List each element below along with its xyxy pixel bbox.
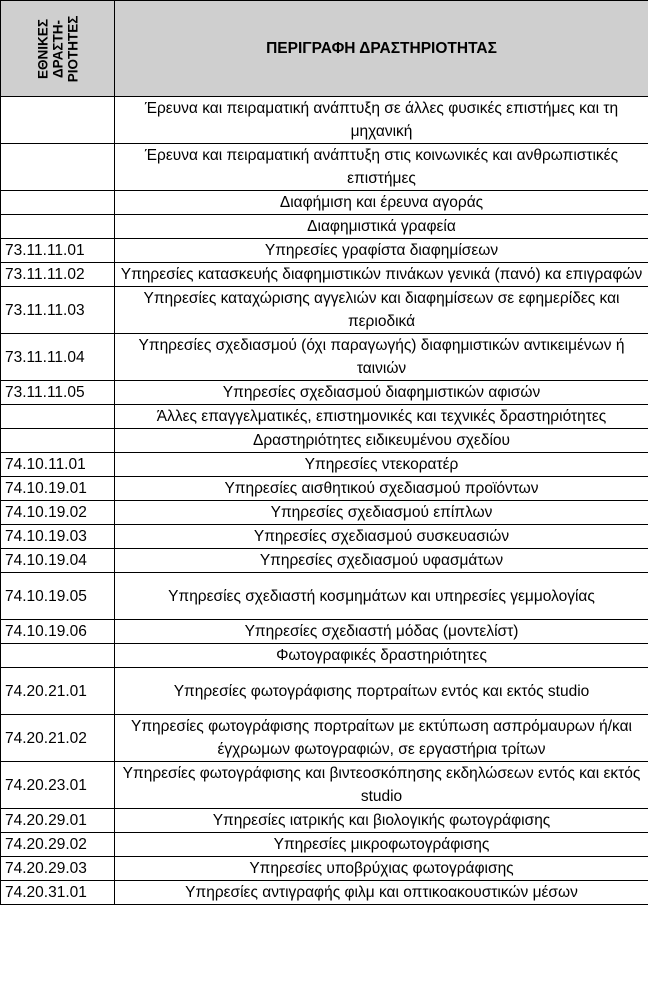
activity-code: 74.20.29.01 bbox=[1, 809, 115, 833]
activity-code bbox=[1, 405, 115, 429]
activity-description: Δραστηριότητες ειδικευμένου σχεδίου bbox=[115, 429, 648, 453]
table-row bbox=[1, 644, 648, 668]
table-row bbox=[1, 857, 648, 881]
table-row bbox=[1, 453, 648, 477]
header-row bbox=[1, 1, 648, 97]
activity-description: Διαφήμιση και έρευνα αγοράς bbox=[115, 191, 648, 215]
activity-description: Υπηρεσίες κατασκευής διαφημιστικών πινάκων γενικά (πανό) κα επιγραφών bbox=[115, 263, 648, 287]
table-row bbox=[1, 549, 648, 573]
activity-description: Άλλες επαγγελματικές, επιστημονικές και τεχνικές δραστηριότητες bbox=[115, 405, 648, 429]
activity-code: 74.10.19.06 bbox=[1, 620, 115, 644]
activity-code: 74.10.19.05 bbox=[1, 573, 115, 620]
activity-description: Υπηρεσίες ιατρικής και βιολογικής φωτογράφισης bbox=[115, 809, 648, 833]
activity-code bbox=[1, 215, 115, 239]
activity-description: Υπηρεσίες φωτογράφισης πορτραίτων εντός και εκτός studio bbox=[115, 668, 648, 715]
activity-description: Έρευνα και πειραματική ανάπτυξη σε άλλες φυσικές επιστήμες και τη μηχανική bbox=[115, 97, 648, 144]
activity-description: Έρευνα και πειραματική ανάπτυξη στις κοινωνικές και ανθρωπιστικές επιστήμες bbox=[115, 144, 648, 191]
activity-description: Υπηρεσίες σχεδιασμού διαφημιστικών αφισών bbox=[115, 381, 648, 405]
activity-description: Υπηρεσίες υποβρύχιας φωτογράφισης bbox=[115, 857, 648, 881]
table-row bbox=[1, 809, 648, 833]
activity-code: 74.10.19.03 bbox=[1, 525, 115, 549]
activity-description: Υπηρεσίες γραφίστα διαφημίσεων bbox=[115, 239, 648, 263]
activity-code: 73.11.11.01 bbox=[1, 239, 115, 263]
activity-description: Υπηρεσίες σχεδιασμού συσκευασιών bbox=[115, 525, 648, 549]
table-row bbox=[1, 668, 648, 715]
table-row bbox=[1, 429, 648, 453]
activity-description: Υπηρεσίες σχεδιασμού υφασμάτων bbox=[115, 549, 648, 573]
activity-code: 73.11.11.04 bbox=[1, 334, 115, 381]
table-row bbox=[1, 334, 648, 381]
description-column-header: ΠΕΡΙΓΡΑΦΗ ΔΡΑΣΤΗΡΙΟΤΗΤΑΣ bbox=[115, 1, 648, 97]
activity-description: Υπηρεσίες αντιγραφής φιλμ και οπτικοακουστικών μέσων bbox=[115, 881, 648, 905]
activity-code: 74.10.11.01 bbox=[1, 453, 115, 477]
activity-description: Υπηρεσίες φωτογράφισης πορτραίτων με εκτύπωση ασπρόμαυρων ή/και έγχρωμων φωτογραφιών, σε εργαστήρια τρίτων bbox=[115, 715, 648, 762]
table-row bbox=[1, 525, 648, 549]
activity-code: 74.20.29.03 bbox=[1, 857, 115, 881]
table-row bbox=[1, 239, 648, 263]
table-row bbox=[1, 215, 648, 239]
activity-code: 73.11.11.02 bbox=[1, 263, 115, 287]
activity-description: Υπηρεσίες αισθητικού σχεδιασμού προϊόντων bbox=[115, 477, 648, 501]
activity-description: Υπηρεσίες σχεδιαστή μόδας (μοντελίστ) bbox=[115, 620, 648, 644]
code-column-header-label: ΕΘΝΙΚΕΣ ΔΡΑΣΤΗ- ΡΙΟΤΗΤΕΣ bbox=[35, 15, 80, 82]
activity-code: 74.20.21.02 bbox=[1, 715, 115, 762]
table-row bbox=[1, 405, 648, 429]
activity-code: 74.10.19.02 bbox=[1, 501, 115, 525]
activity-code bbox=[1, 97, 115, 144]
activity-code bbox=[1, 644, 115, 668]
activity-description: Υπηρεσίες σχεδιασμού επίπλων bbox=[115, 501, 648, 525]
activity-code: 74.20.21.01 bbox=[1, 668, 115, 715]
table-row bbox=[1, 573, 648, 620]
activity-description: Φωτογραφικές δραστηριότητες bbox=[115, 644, 648, 668]
activity-code: 74.20.31.01 bbox=[1, 881, 115, 905]
table-row bbox=[1, 144, 648, 191]
activity-code bbox=[1, 429, 115, 453]
activity-description: Υπηρεσίες σχεδιαστή κοσμημάτων και υπηρεσίες γεμμολογίας bbox=[115, 573, 648, 620]
activity-code: 73.11.11.05 bbox=[1, 381, 115, 405]
activity-code: 74.20.23.01 bbox=[1, 762, 115, 809]
activity-code: 74.10.19.04 bbox=[1, 549, 115, 573]
table-row bbox=[1, 833, 648, 857]
table-row bbox=[1, 881, 648, 905]
table-row bbox=[1, 263, 648, 287]
table-row bbox=[1, 191, 648, 215]
activity-code bbox=[1, 191, 115, 215]
activity-description: Υπηρεσίες καταχώρισης αγγελιών και διαφημίσεων σε εφημερίδες και περιοδικά bbox=[115, 287, 648, 334]
activity-description: Υπηρεσίες φωτογράφισης και βιντεοσκόπησης εκδηλώσεων εντός και εκτός studio bbox=[115, 762, 648, 809]
table-row bbox=[1, 287, 648, 334]
table-body bbox=[1, 97, 648, 905]
activity-description: Υπηρεσίες σχεδιασμού (όχι παραγωγής) διαφημιστικών αντικειμένων ή ταινιών bbox=[115, 334, 648, 381]
table-row bbox=[1, 620, 648, 644]
code-column-header bbox=[1, 1, 115, 97]
activity-description: Διαφημιστικά γραφεία bbox=[115, 215, 648, 239]
table-row bbox=[1, 97, 648, 144]
table-row bbox=[1, 501, 648, 525]
table-row bbox=[1, 381, 648, 405]
table-row bbox=[1, 762, 648, 809]
activity-code bbox=[1, 144, 115, 191]
activity-code: 73.11.11.03 bbox=[1, 287, 115, 334]
activity-code: 74.10.19.01 bbox=[1, 477, 115, 501]
table-row bbox=[1, 715, 648, 762]
activity-code: 74.20.29.02 bbox=[1, 833, 115, 857]
table-row bbox=[1, 477, 648, 501]
activity-description: Υπηρεσίες μικροφωτογράφισης bbox=[115, 833, 648, 857]
activity-description: Υπηρεσίες ντεκορατέρ bbox=[115, 453, 648, 477]
